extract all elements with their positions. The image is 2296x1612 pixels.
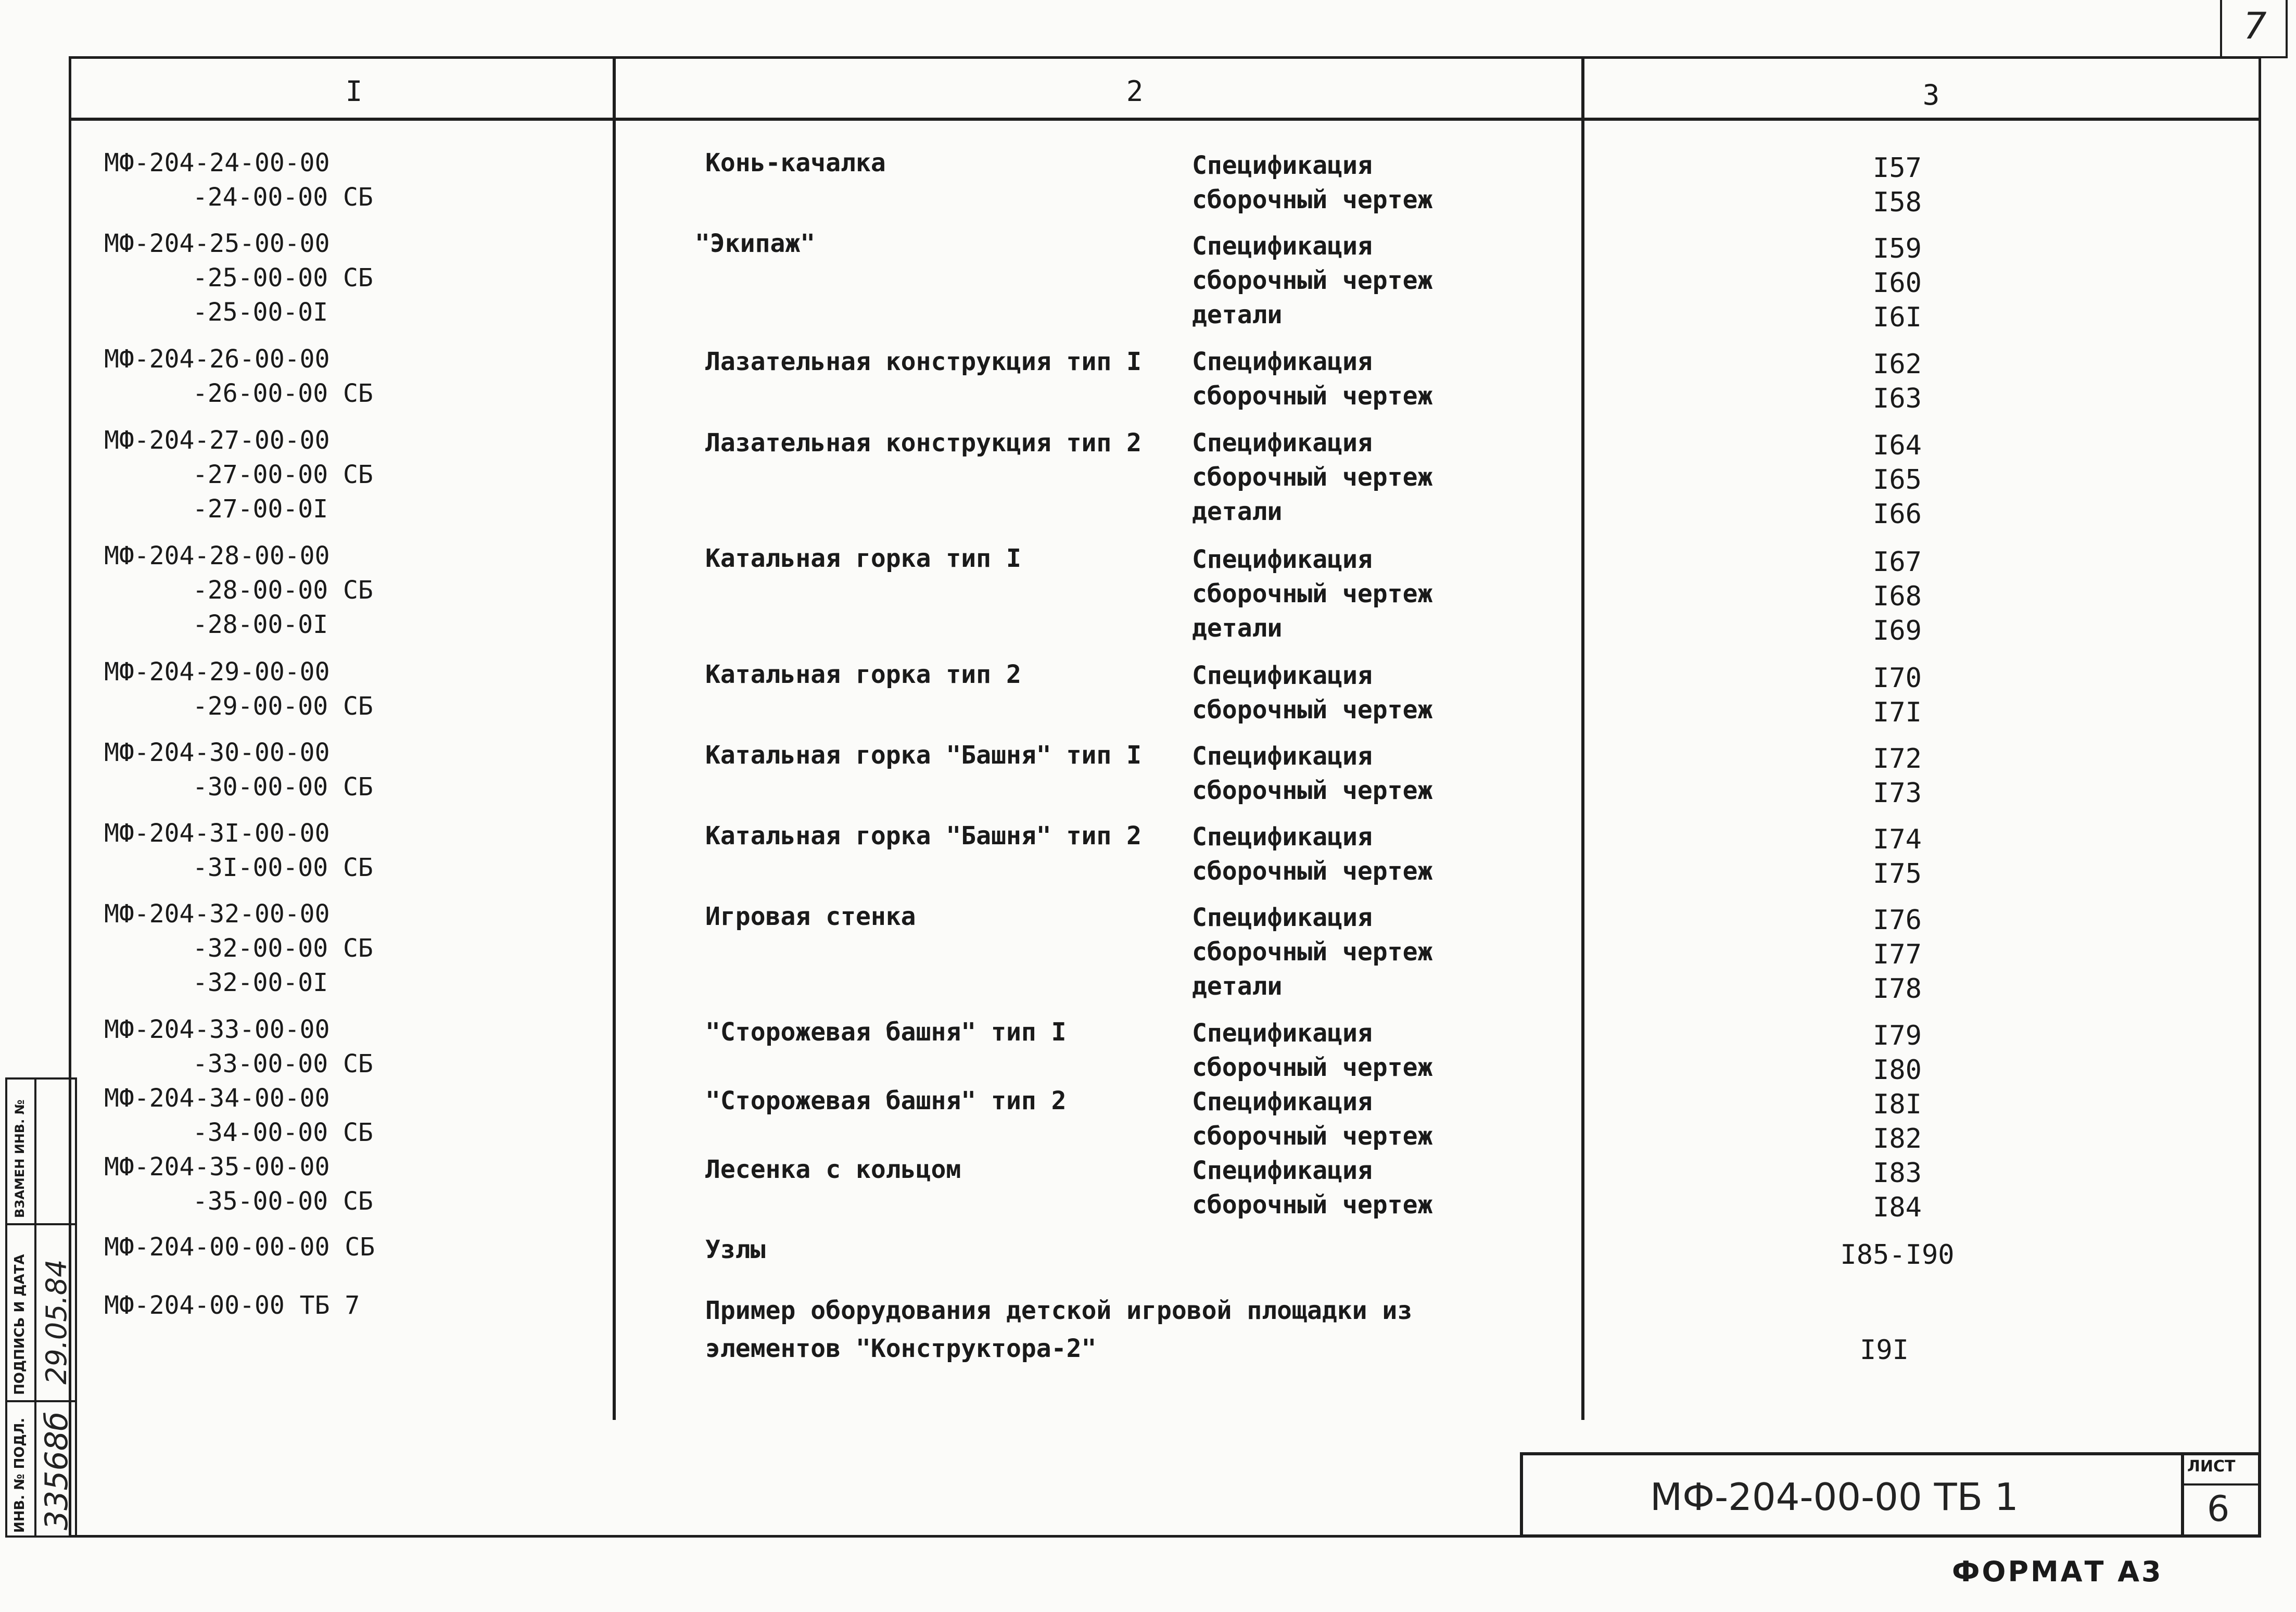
row-name: "Сторожевая башня" тип I: [705, 1018, 1067, 1047]
row-doc: Спецификация: [1192, 232, 1373, 261]
row-page: I60: [1873, 268, 1922, 299]
row-name: Катальная горка тип I: [705, 544, 1021, 573]
row-name: Лесенка с кольцом: [705, 1155, 961, 1184]
row-name: "Экипаж": [695, 229, 816, 258]
row-code: -3I-00-00 СБ: [193, 853, 373, 882]
row-page: I76: [1873, 905, 1922, 936]
row-page: I63: [1873, 383, 1922, 414]
row-doc: сборочный чертеж: [1192, 1190, 1433, 1220]
row-doc: детали: [1192, 972, 1283, 1001]
row-page: I68: [1873, 581, 1922, 612]
row-page: I75: [1873, 858, 1922, 890]
row-page: I8I: [1873, 1089, 1922, 1120]
row-name: Катальная горка тип 2: [705, 660, 1021, 689]
column-divider-2: [1581, 56, 1584, 1420]
row-name: Пример оборудования детской игровой площадки из: [705, 1296, 1413, 1325]
row-page: I83: [1873, 1158, 1922, 1189]
row-page: I7I: [1873, 697, 1922, 728]
row-code: МФ-204-32-00-00: [104, 899, 330, 929]
row-code: -34-00-00 СБ: [193, 1118, 373, 1147]
row-doc: детали: [1192, 497, 1283, 526]
row-doc: Спецификация: [1192, 661, 1373, 690]
format-label: ФОРМАТ А3: [1952, 1555, 2163, 1588]
row-code: МФ-204-26-00-00: [104, 345, 330, 374]
row-code: -27-00-00 СБ: [193, 460, 373, 489]
row-code: МФ-204-35-00-00: [104, 1152, 330, 1182]
row-page: I69: [1873, 615, 1922, 646]
row-code: -33-00-00 СБ: [193, 1049, 373, 1078]
row-code: МФ-204-33-00-00: [104, 1015, 330, 1044]
row-doc: Спецификация: [1192, 903, 1373, 932]
row-page: I64: [1873, 430, 1922, 461]
row-name: Лазательная конструкция тип I: [705, 347, 1142, 376]
row-page: I85-I90: [1840, 1239, 1955, 1271]
column-divider-1: [613, 56, 616, 1420]
row-page: I72: [1873, 743, 1922, 775]
row-doc: сборочный чертеж: [1192, 463, 1433, 492]
row-code: МФ-204-00-00 ТБ 7: [104, 1291, 360, 1320]
row-doc: Спецификация: [1192, 742, 1373, 771]
side-stamp-label: ВЗАМЕН ИНВ. №: [12, 1099, 27, 1218]
row-name: "Сторожевая башня" тип 2: [705, 1086, 1067, 1115]
row-code: МФ-204-3I-00-00: [104, 819, 330, 848]
row-page: I78: [1873, 973, 1922, 1005]
row-name: Узлы: [705, 1235, 766, 1264]
row-code: МФ-204-27-00-00: [104, 426, 330, 455]
row-page: I84: [1873, 1192, 1922, 1223]
row-code: МФ-204-30-00-00: [104, 738, 330, 767]
row-name: Конь-качалка: [705, 148, 886, 177]
side-stamp-value: 29.05.84: [40, 1259, 73, 1385]
corner-number: 7: [2243, 5, 2267, 47]
row-page: I74: [1873, 824, 1922, 855]
row-page: I6I: [1873, 302, 1922, 333]
row-page: I82: [1873, 1123, 1922, 1154]
row-page: I79: [1873, 1020, 1922, 1051]
row-page: I57: [1873, 153, 1922, 184]
row-doc: Спецификация: [1192, 822, 1373, 852]
row-doc: Спецификация: [1192, 1019, 1373, 1048]
row-doc: сборочный чертеж: [1192, 382, 1433, 411]
row-code: -24-00-00 СБ: [193, 183, 373, 212]
row-doc: Спецификация: [1192, 428, 1373, 458]
row-doc: сборочный чертеж: [1192, 776, 1433, 805]
row-doc: сборочный чертеж: [1192, 857, 1433, 886]
row-doc: Спецификация: [1192, 1087, 1373, 1116]
row-name: Лазательная конструкция тип 2: [705, 428, 1142, 458]
row-page: I66: [1873, 499, 1922, 530]
row-doc: Спецификация: [1192, 545, 1373, 574]
row-doc: сборочный чертеж: [1192, 266, 1433, 295]
row-code: -35-00-00 СБ: [193, 1187, 373, 1216]
row-name: элементов "Конструктора-2": [705, 1334, 1097, 1363]
row-code: МФ-204-25-00-00: [104, 229, 330, 258]
row-code: -30-00-00 СБ: [193, 772, 373, 802]
row-code: -32-00-0I: [193, 968, 328, 997]
row-page: I65: [1873, 464, 1922, 496]
row-page: I67: [1873, 547, 1922, 578]
row-page: I62: [1873, 349, 1922, 380]
row-doc: сборочный чертеж: [1192, 937, 1433, 967]
row-page: I58: [1873, 187, 1922, 218]
row-name: Игровая стенка: [705, 902, 916, 931]
row-code: -27-00-0I: [193, 494, 328, 524]
row-page: I9I: [1860, 1335, 1909, 1366]
row-code: -28-00-0I: [193, 610, 328, 639]
row-page: I59: [1873, 233, 1922, 264]
side-stamp-divider: [34, 1077, 36, 1538]
row-code: -25-00-00 СБ: [193, 263, 373, 293]
side-stamp-label: ИНВ. № ПОДЛ.: [12, 1417, 28, 1533]
row-code: -26-00-00 СБ: [193, 379, 373, 408]
row-name: Катальная горка "Башня" тип 2: [705, 821, 1142, 851]
header-col-3: 3: [1922, 79, 1940, 111]
row-code: -28-00-00 СБ: [193, 576, 373, 605]
row-page: I77: [1873, 939, 1922, 970]
row-doc: Спецификация: [1192, 1156, 1373, 1185]
row-doc: сборочный чертеж: [1192, 185, 1433, 214]
row-doc: сборочный чертеж: [1192, 579, 1433, 608]
sheet-label-divider: [2181, 1483, 2261, 1486]
row-code: -32-00-00 СБ: [193, 934, 373, 963]
row-page: I80: [1873, 1055, 1922, 1086]
row-doc: сборочный чертеж: [1192, 695, 1433, 725]
row-doc: Спецификация: [1192, 151, 1373, 180]
row-code: МФ-204-29-00-00: [104, 657, 330, 687]
row-page: I73: [1873, 778, 1922, 809]
row-code: -29-00-00 СБ: [193, 692, 373, 721]
row-doc: детали: [1192, 300, 1283, 329]
side-stamp-label: ПОДПИСЬ И ДАТА: [12, 1254, 28, 1395]
row-doc: Спецификация: [1192, 347, 1373, 376]
row-page: I70: [1873, 663, 1922, 694]
row-code: МФ-204-00-00-00 СБ: [104, 1233, 375, 1262]
sheet-label: ЛИСТ: [2187, 1457, 2236, 1476]
row-code: -25-00-0I: [193, 298, 328, 327]
title-designation: МФ-204-00-00 ТБ 1: [1650, 1475, 2019, 1519]
row-code: МФ-204-34-00-00: [104, 1084, 330, 1113]
row-name: Катальная горка "Башня" тип I: [705, 741, 1142, 770]
row-code: МФ-204-24-00-00: [104, 148, 330, 177]
row-doc: сборочный чертеж: [1192, 1122, 1433, 1151]
header-col-2: 2: [1126, 75, 1144, 108]
row-doc: детали: [1192, 614, 1283, 643]
side-stamp-divider: [5, 1400, 77, 1402]
header-col-1: I: [345, 75, 363, 108]
side-stamp-divider: [5, 1223, 77, 1225]
row-doc: сборочный чертеж: [1192, 1053, 1433, 1082]
side-stamp-value: 33568б: [39, 1412, 75, 1530]
header-divider: [69, 118, 2261, 121]
row-code: МФ-204-28-00-00: [104, 541, 330, 570]
sheet-number: 6: [2207, 1489, 2230, 1530]
